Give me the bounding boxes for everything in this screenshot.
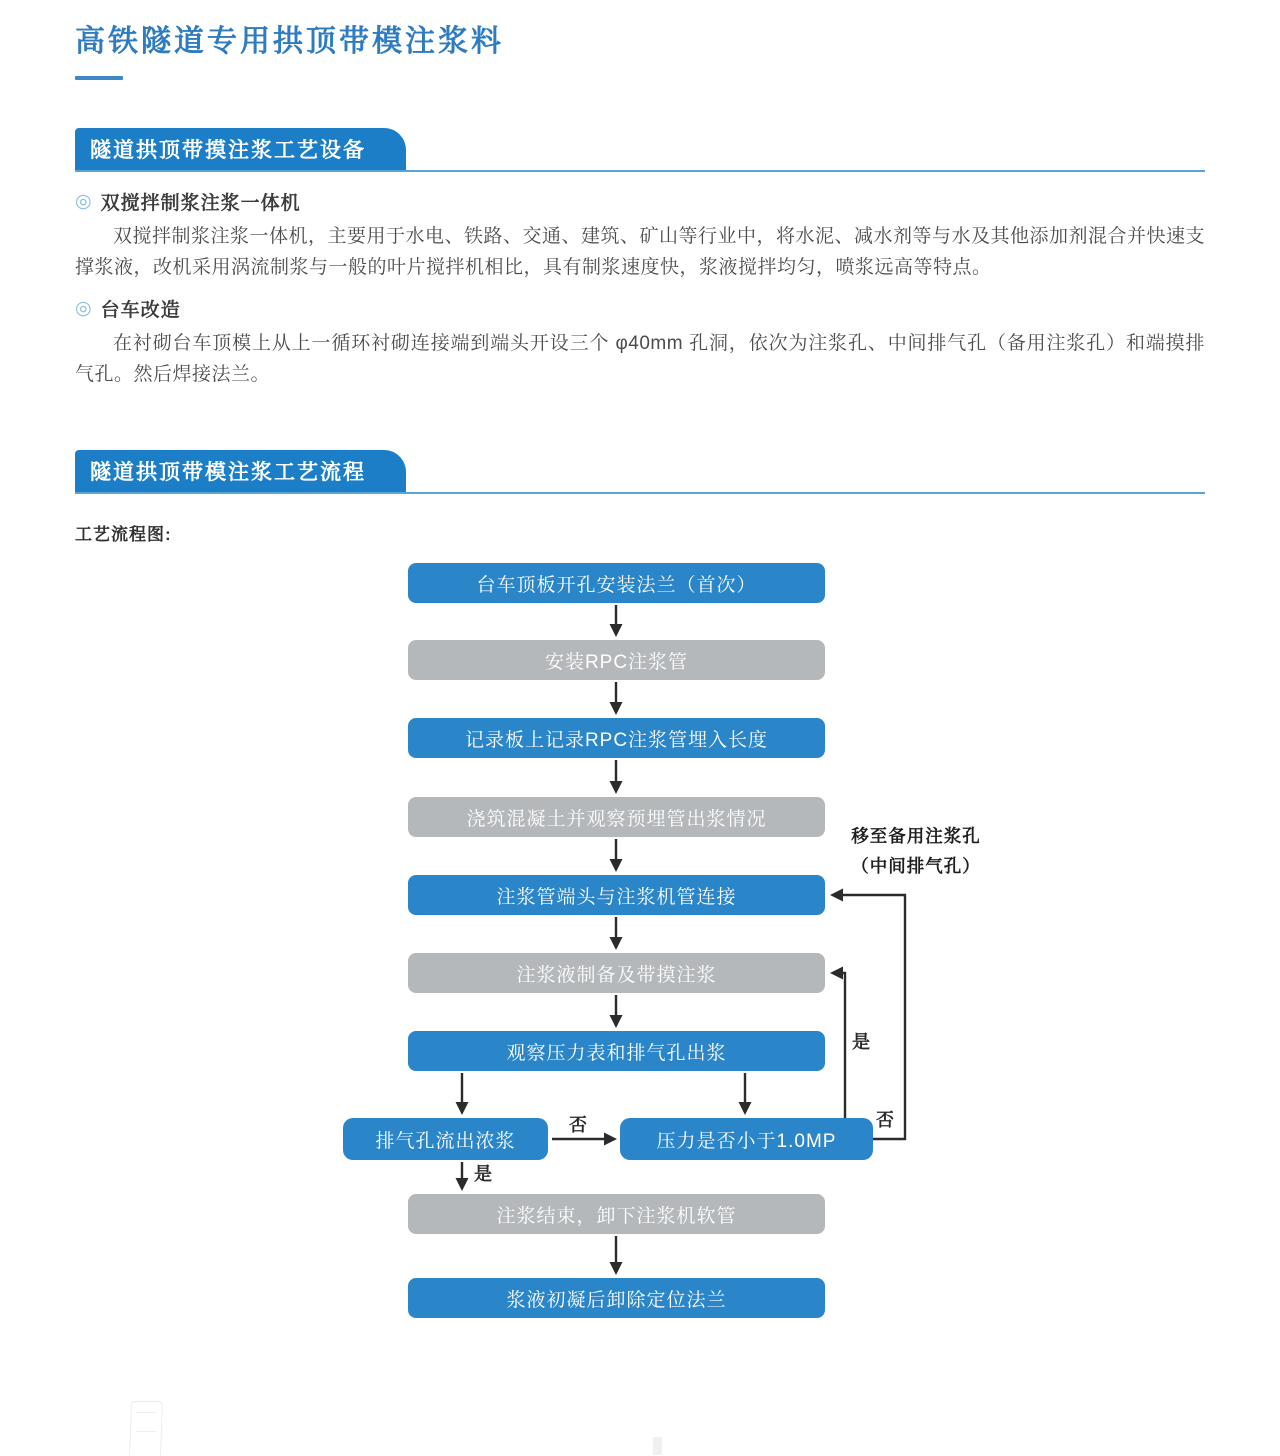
- flow-node-observe-pressure: 观察压力表和排气孔出浆: [408, 1031, 825, 1071]
- flow-node-record-length: 记录板上记录RPC注浆管埋入长度: [408, 718, 825, 758]
- watermark-mark: [653, 1437, 662, 1455]
- flow-node-pressure-check: 压力是否小于1.0MP: [620, 1118, 873, 1160]
- flow-node-remove-flange: 浆液初凝后卸除定位法兰: [408, 1278, 825, 1318]
- section-header-process: [75, 450, 1205, 494]
- flow-label-yes-down: 是: [474, 1164, 492, 1184]
- section-header-equipment: [75, 128, 1205, 172]
- flow-node-prepare-grout: 注浆液制备及带摸注浆: [408, 953, 825, 993]
- title-underline: [75, 76, 123, 80]
- flow-node-vent-thick-grout: 排气孔流出浓浆: [343, 1118, 548, 1160]
- watermark-building: [129, 1401, 163, 1456]
- flow-annotation-backup-hole: [836, 821, 996, 881]
- flow-annotation-line2: （中间排气孔）: [851, 856, 981, 876]
- bullet-item-trolley: [75, 295, 1205, 322]
- equipment-bullets: [75, 188, 1205, 390]
- bullet-item-mixer: [75, 188, 1205, 215]
- flow-node-install-flange: 台车顶板开孔安装法兰（首次）: [408, 563, 825, 603]
- circle-bullet-icon: ◎: [75, 298, 92, 319]
- flowchart: [0, 545, 1280, 1355]
- flow-label-yes-loop: 是: [852, 1032, 870, 1052]
- section-tab-equipment: 隧道拱顶带摸注浆工艺设备: [75, 128, 406, 170]
- flow-node-pour-concrete: 浇筑混凝土并观察预埋管出浆情况: [408, 797, 825, 837]
- section-tab-process: 隧道拱顶带模注浆工艺流程: [75, 450, 406, 492]
- flow-node-end-grouting: 注浆结束，卸下注浆机软管: [408, 1194, 825, 1234]
- page-content: [0, 16, 1280, 545]
- flow-label-no-loop: 否: [876, 1110, 894, 1130]
- paragraph-mixer: 双搅拌制浆注浆一体机，主要用于水电、铁路、交通、建筑、矿山等行业中，将水泥、减水剂等与水及其他添加剂混合并快速支撑浆液，改机采用涡流制浆与一般的叶片搅拌机相比，具有制浆速度快，浆液搅拌均匀，喷浆远高等特点。: [75, 226, 1206, 278]
- flow-node-connect-machine: 注浆管端头与注浆机管连接: [408, 875, 825, 915]
- diagram-label: 工艺流程图:: [75, 525, 172, 544]
- circle-bullet-icon: ◎: [75, 191, 92, 212]
- paragraph-trolley: 在衬砌台车顶模上从上一循环衬砌连接端到端头开设三个 φ40mm 孔洞，依次为注浆孔、中间排气孔（备用注浆孔）和端摸排气孔。然后焊接法兰。: [75, 333, 1205, 385]
- flow-annotation-line1: 移至备用注浆孔: [851, 826, 981, 846]
- flow-node-install-rpc-pipe: 安装RPC注浆管: [408, 640, 825, 680]
- page-title: 高铁隧道专用拱顶带模注浆料: [75, 25, 504, 58]
- bullet-heading-trolley: 台车改造: [100, 300, 181, 321]
- flow-label-no-mid: 否: [569, 1115, 587, 1135]
- bullet-heading-mixer: 双搅拌制浆注浆一体机: [100, 193, 301, 214]
